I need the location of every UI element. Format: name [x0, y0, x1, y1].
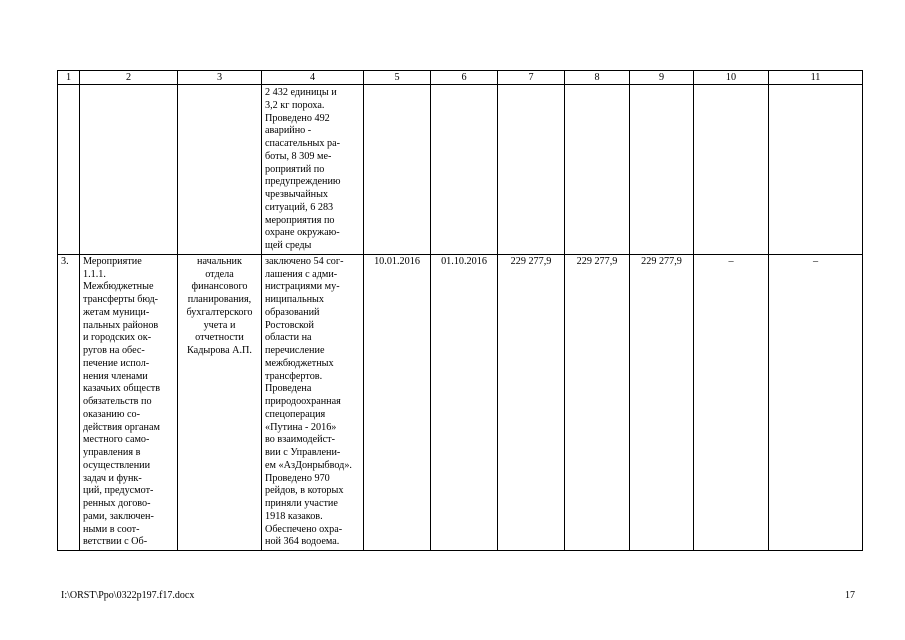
amount-cell-8: 229 277,9: [565, 254, 630, 550]
footer-page-number: 17: [845, 590, 855, 601]
amount-cell-9: 229 277,9: [630, 254, 694, 550]
cont-cell-9: [630, 85, 694, 255]
cont-cell-2: [80, 85, 178, 255]
report-table: [57, 70, 863, 551]
header-cell-6: 6: [431, 71, 498, 85]
header-cell-8: 8: [565, 71, 630, 85]
responsible-cell: начальник отдела финансового планирования, бухгалтерского учета и отчетности Кадырова А.П.: [178, 254, 262, 550]
header-row: [58, 71, 863, 85]
cont-cell-5: [364, 85, 431, 255]
table-row-3: [58, 254, 863, 550]
cont-cell-11: [769, 85, 863, 255]
date-end-cell: 01.10.2016: [431, 254, 498, 550]
header-cell-4: 4: [262, 71, 364, 85]
cont-cell-8: [565, 85, 630, 255]
dash-cell-10: –: [694, 254, 769, 550]
date-start-cell: 10.01.2016: [364, 254, 431, 550]
header-cell-1: 1: [58, 71, 80, 85]
header-cell-9: 9: [630, 71, 694, 85]
cont-cell-10: [694, 85, 769, 255]
amount-cell-7: 229 277,9: [498, 254, 565, 550]
cont-cell-3: [178, 85, 262, 255]
header-cell-5: 5: [364, 71, 431, 85]
cont-cell-result: 2 432 единицы и 3,2 кг пороха. Проведено 492 аварийно - спасательных ра- боты, 8 309 ме- роприятий по предупреждению чрезвычайных ситуаций, 6 283 мероприятия по охране окружаю- щей среды: [262, 85, 364, 255]
row-number: 3.: [58, 254, 80, 550]
cont-cell-6: [431, 85, 498, 255]
result-cell: заключено 54 сог- лашения с адми- нистрациями му- ниципальных образований Ростовской области на перечисление межбюджетных трансфертов. Проведена природоохранная спецоперация «Путина - 2016» во взаимодейст- вии с Управлени- ем «АзДонрыбвод». Проведено 970 рейдов, в которых приняли участие 1918 казаков. Обеспечено охра- ной 364 водоема.: [262, 254, 364, 550]
header-cell-2: 2: [80, 71, 178, 85]
table-row-continuation: [58, 85, 863, 255]
cont-cell-7: [498, 85, 565, 255]
event-cell: Мероприятие 1.1.1. Межбюджетные трансферты бюд- жетам муници- пальных районов и городских ок- ругов на обес- печение испол- нения членами казачьих обществ обязательств по оказанию со- действия органам местного само- управления в осуществлении задач и функ- ций, предусмот- ренных догово- рами, заключен- ными в соот- ветствии с Об-: [80, 254, 178, 550]
header-cell-7: 7: [498, 71, 565, 85]
footer-file-path: I:\ORST\Ppo\0322p197.f17.docx: [61, 590, 195, 601]
dash-cell-11: –: [769, 254, 863, 550]
cont-cell-1: [58, 85, 80, 255]
header-cell-10: 10: [694, 71, 769, 85]
header-cell-11: 11: [769, 71, 863, 85]
header-cell-3: 3: [178, 71, 262, 85]
